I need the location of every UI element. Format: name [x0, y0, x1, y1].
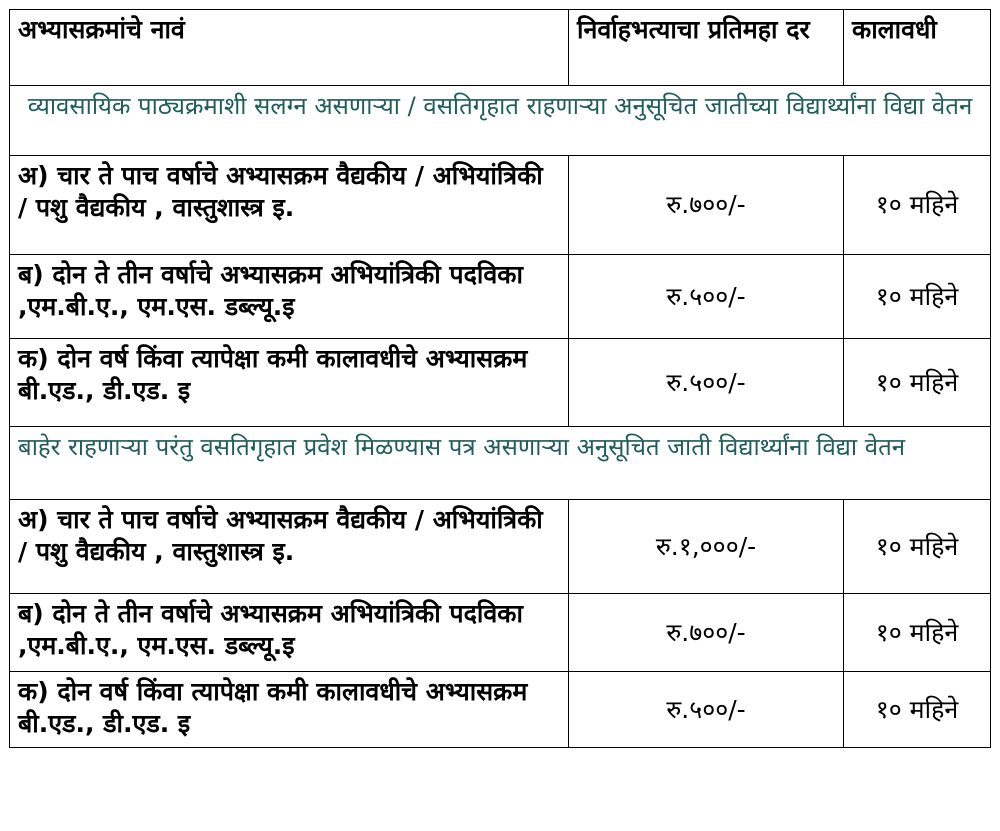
rate-cell: रु.५००/-	[569, 672, 844, 748]
duration-cell: १० महिने	[844, 156, 991, 255]
course-cell: ब) दोन ते तीन वर्षाचे अभ्यासक्रम अभियांत्रिकी पदविका ,एम.बी.ए., एम.एस. डब्ल्यू.इ	[10, 594, 569, 672]
duration-cell: १० महिने	[844, 339, 991, 427]
course-cell: ब) दोन ते तीन वर्षाचे अभ्यासक्रम अभियांत्रिकी पदविका ,एम.बी.ए., एम.एस. डब्ल्यू.इ	[10, 255, 569, 339]
rate-cell: रु.७००/-	[569, 594, 844, 672]
course-cell: अ) चार ते पाच वर्षाचे अभ्यासक्रम वैद्यकीय / अभियांत्रिकी / पशु वैद्यकीय , वास्तुशास्त्र इ.	[10, 500, 569, 594]
section-header-row	[10, 86, 991, 156]
duration-cell: १० महिने	[844, 255, 991, 339]
duration-cell: १० महिने	[844, 672, 991, 748]
header-rate: निर्वाहभत्याचा प्रतिमहा दर	[569, 10, 844, 86]
stipend-table	[9, 9, 991, 748]
table-row	[10, 672, 991, 748]
course-cell: क) दोन वर्ष किंवा त्यापेक्षा कमी कालावधीचे अभ्यासक्रम बी.एड., डी.एड. इ	[10, 672, 569, 748]
section-header-row	[10, 427, 991, 500]
rate-cell: रु.७००/-	[569, 156, 844, 255]
table-row	[10, 339, 991, 427]
rate-cell: रु.१,०००/-	[569, 500, 844, 594]
table-row	[10, 156, 991, 255]
section-title: बाहेर राहणाऱ्या परंतु वसतिगृहात प्रवेश मिळण्यास पत्र असणाऱ्या अनुसूचित जाती विद्यार्थ्यांना विद्या वेतन	[10, 427, 991, 500]
duration-cell: १० महिने	[844, 500, 991, 594]
course-cell: अ) चार ते पाच वर्षाचे अभ्यासक्रम वैद्यकीय / अभियांत्रिकी / पशु वैद्यकीय , वास्तुशास्त्र इ.	[10, 156, 569, 255]
table-row	[10, 594, 991, 672]
rate-cell: रु.५००/-	[569, 255, 844, 339]
duration-cell: १० महिने	[844, 594, 991, 672]
course-cell: क) दोन वर्ष किंवा त्यापेक्षा कमी कालावधीचे अभ्यासक्रम बी.एड., डी.एड. इ	[10, 339, 569, 427]
header-row	[10, 10, 991, 86]
rate-cell: रु.५००/-	[569, 339, 844, 427]
header-duration: कालावधी	[844, 10, 991, 86]
header-course-name: अभ्यासक्रमांचे नावं	[10, 10, 569, 86]
table-row	[10, 500, 991, 594]
table-row	[10, 255, 991, 339]
section-title: व्यावसायिक पाठ्यक्रमाशी सलग्न असणाऱ्या / वसतिगृहात राहणाऱ्या अनुसूचित जातीच्या विद्यार्थ्यांना विद्या वेतन	[10, 86, 991, 156]
